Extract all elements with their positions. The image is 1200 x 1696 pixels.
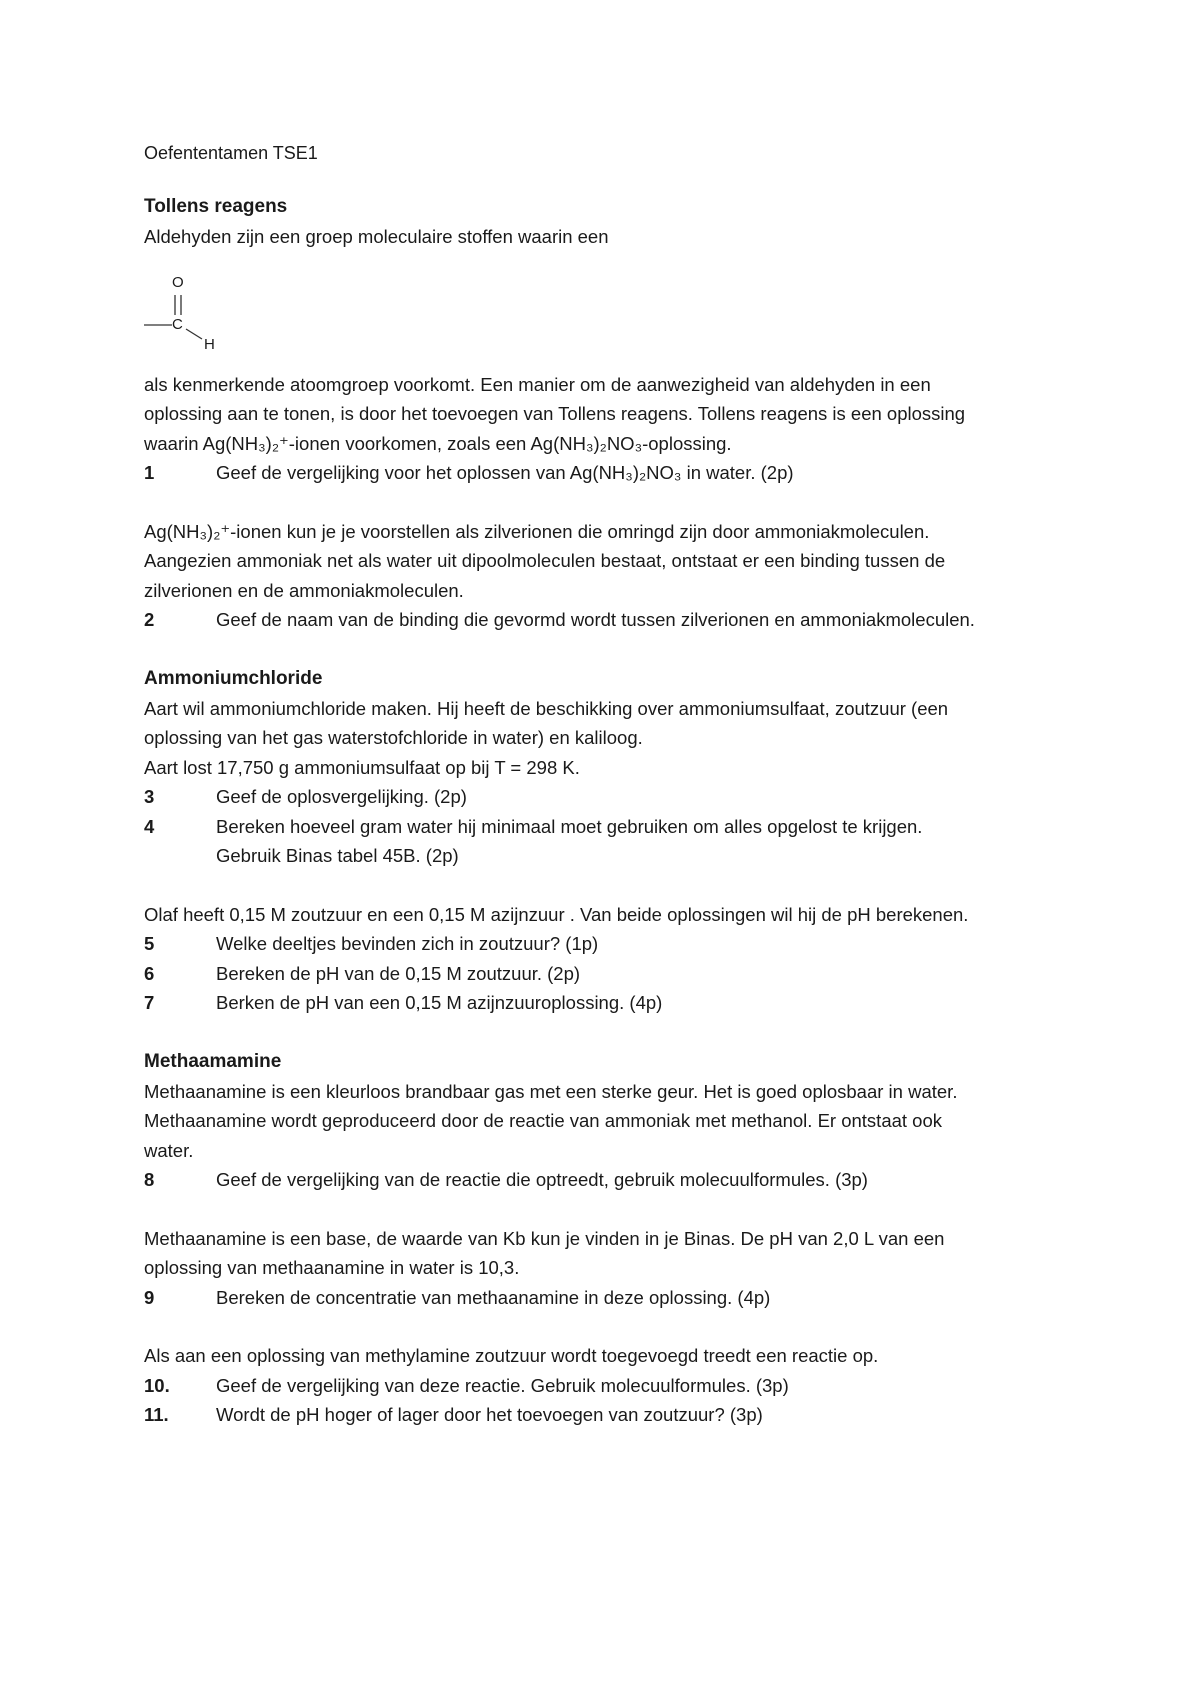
c-h-bond [186, 329, 202, 339]
question-5 [144, 929, 1074, 959]
oxygen-atom-label: O [172, 273, 184, 291]
methaan-paragraph-1-line-2: Methaanamine wordt geproduceerd door de reactie van ammoniak met methanol. Er ontstaat ook [144, 1110, 943, 1131]
question-11 [144, 1400, 1074, 1430]
hydrogen-atom-label: H [204, 335, 215, 353]
question-3 [144, 782, 1074, 812]
tollens-paragraph-1-line-3: waarin Ag(NH₃)₂⁺-ionen voorkomen, zoals een Ag(NH₃)₂NO₃-oplossing. [144, 432, 732, 454]
question-text [216, 812, 1074, 871]
aldehyde-bonds [144, 264, 254, 364]
methaan-paragraph-2-line-2: oplossing van methaanamine in water is 10,3. [144, 1257, 520, 1278]
ammonium-paragraph-2: Olaf heeft 0,15 M zoutzuur en een 0,15 M azijnzuur . Van beide oplossingen wil hij de pH berekenen. [144, 903, 969, 925]
document-page [144, 140, 1074, 1430]
question-6 [144, 959, 1074, 989]
question-text-line-2: Gebruik Binas tabel 45B. (2p) [216, 845, 459, 866]
tollens-paragraph-2-line-3: zilverionen en de ammoniakmoleculen. [144, 579, 464, 601]
tollens-paragraph-2-line-2: Aangezien ammoniak net als water uit dipoolmoleculen bestaat, ontstaat er een binding tussen de [144, 550, 946, 571]
question-number: 7 [144, 992, 155, 1013]
section-heading-methaamamine: Methaamamine [144, 1050, 282, 1072]
methaan-paragraph-3: Als aan een oplossing van methylamine zoutzuur wordt toegevoegd treedt een reactie op. [144, 1345, 879, 1366]
question-number: 8 [144, 1169, 155, 1190]
question-number: 2 [144, 609, 155, 630]
aldehyde-structure-diagram [144, 264, 254, 364]
question-7 [144, 988, 1074, 1018]
document-title: Oefententamen TSE1 [144, 143, 318, 163]
question-text-line-1: Bereken hoeveel gram water hij minimaal moet gebruiken om alles opgelost te krijgen. [216, 815, 923, 837]
question-text: Wordt de pH hoger of lager door het toevoegen van zoutzuur? (3p) [216, 1404, 763, 1425]
question-1 [144, 458, 1074, 488]
question-number: 11. [144, 1404, 169, 1425]
question-text: Welke deeltjes bevinden zich in zoutzuur? (1p) [216, 933, 599, 954]
question-number: 5 [144, 933, 155, 954]
question-number: 6 [144, 962, 155, 984]
tollens-paragraph-1-line-1: als kenmerkende atoomgroep voorkomt. Een manier om de aanwezigheid van aldehyden in een [144, 373, 931, 395]
question-number: 10. [144, 1374, 170, 1396]
question-text: Geef de vergelijking voor het oplossen van Ag(NH₃)₂NO₃ in water. (2p) [216, 462, 794, 483]
question-text: Geef de vergelijking van deze reactie. Gebruik molecuulformules. (3p) [216, 1374, 789, 1396]
methaan-paragraph-2-line-1: Methaanamine is een base, de waarde van Kb kun je vinden in je Binas. De pH van 2,0 L van een [144, 1227, 945, 1249]
section-heading-tollens: Tollens reagens [144, 196, 288, 217]
question-text: Geef de oplosvergelijking. (2p) [216, 786, 467, 807]
question-number: 1 [144, 462, 155, 483]
methaan-paragraph-1-line-3: water. [144, 1139, 194, 1161]
question-8 [144, 1165, 1074, 1195]
methaan-paragraph-1-line-1: Methaanamine is een kleurloos brandbaar gas met een sterke geur. Het is goed oplosbaar in water. [144, 1080, 958, 1102]
ammonium-paragraph-1-line-2: oplossing van het gas waterstofchloride in water) en kaliloog. [144, 727, 643, 748]
question-text: Geef de naam van de binding die gevormd wordt tussen zilverionen en ammoniakmoleculen. [216, 609, 975, 630]
carbon-atom-label: C [172, 315, 183, 333]
section-heading-ammoniumchloride: Ammoniumchloride [144, 667, 323, 689]
tollens-paragraph-1-line-2: oplossing aan te tonen, is door het toevoegen van Tollens reagens. Tollens reagens is een oplossing [144, 403, 966, 424]
question-number: 9 [144, 1286, 155, 1308]
question-9 [144, 1283, 1074, 1313]
question-text: Geef de vergelijking van de reactie die optreedt, gebruik molecuulformules. (3p) [216, 1169, 868, 1190]
question-number: 3 [144, 786, 155, 807]
question-text: Berken de pH van een 0,15 M azijnzuuroplossing. (4p) [216, 992, 663, 1013]
question-2 [144, 605, 1074, 635]
ammonium-paragraph-1-line-1: Aart wil ammoniumchloride maken. Hij heeft de beschikking over ammoniumsulfaat, zoutzuur (een [144, 697, 949, 719]
question-text: Bereken de concentratie van methaanamine in deze oplossing. (4p) [216, 1286, 771, 1308]
question-10 [144, 1371, 1074, 1401]
tollens-intro: Aldehyden zijn een groep moleculaire stoffen waarin een [144, 226, 609, 247]
tollens-paragraph-2-line-1: Ag(NH₃)₂⁺-ionen kun je je voorstellen als zilverionen die omringd zijn door ammoniakmoleculen. [144, 520, 930, 542]
question-text: Bereken de pH van de 0,15 M zoutzuur. (2p) [216, 962, 581, 984]
question-4 [144, 812, 1074, 871]
ammonium-paragraph-1-line-3: Aart lost 17,750 g ammoniumsulfaat op bij T = 298 K. [144, 756, 580, 778]
question-number: 4 [144, 815, 155, 837]
